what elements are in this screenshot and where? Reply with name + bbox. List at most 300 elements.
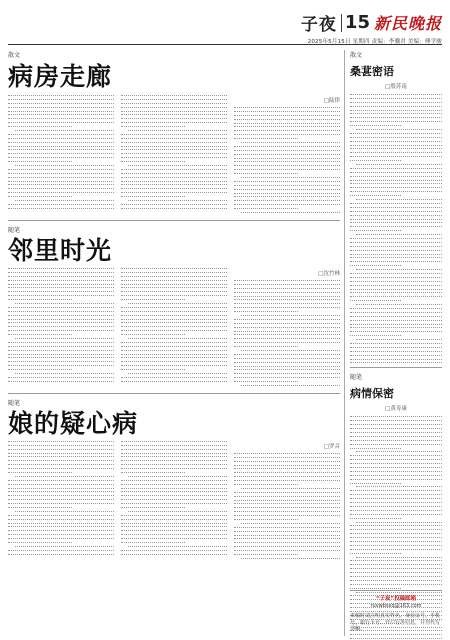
text-line <box>234 527 340 528</box>
text-line <box>234 461 340 462</box>
text-line <box>234 319 340 320</box>
text-line <box>234 366 340 367</box>
text-line <box>8 480 114 481</box>
text-line <box>350 498 442 499</box>
text-line <box>350 265 401 266</box>
text-line <box>350 638 442 639</box>
text-line <box>128 130 227 131</box>
text-line <box>234 492 340 493</box>
text-line <box>8 99 114 100</box>
text-line <box>234 165 340 166</box>
masthead <box>8 6 442 44</box>
text-line <box>121 365 227 366</box>
text-line <box>121 499 227 500</box>
text-line <box>8 507 72 508</box>
text-line <box>234 111 340 112</box>
text-line <box>234 296 340 297</box>
text-line <box>121 118 227 119</box>
text-line <box>15 476 114 477</box>
text-line <box>234 299 340 300</box>
text-line <box>234 138 298 139</box>
text-line <box>350 312 442 313</box>
text-line <box>234 507 340 508</box>
text-line <box>350 257 442 258</box>
text-line <box>234 115 340 116</box>
text-line <box>350 506 442 507</box>
text-line <box>121 204 227 205</box>
text-line <box>121 177 227 178</box>
text-line <box>241 315 340 316</box>
text-line <box>350 475 442 476</box>
article-2-byline: □沈竹林 <box>318 270 340 277</box>
text-line <box>241 350 340 351</box>
text-line <box>121 542 185 543</box>
text-line <box>356 451 442 452</box>
text-line <box>350 110 442 111</box>
text-line <box>234 542 340 543</box>
text-line <box>350 238 442 239</box>
text-line <box>8 453 114 454</box>
text-line <box>234 150 340 151</box>
text-line <box>350 320 442 321</box>
text-line <box>8 499 114 500</box>
text-line <box>350 545 442 546</box>
text-line <box>121 184 227 185</box>
text-line <box>350 351 442 352</box>
text-line <box>350 490 442 491</box>
text-line <box>121 295 227 296</box>
text-line <box>234 169 340 170</box>
text-line <box>234 472 340 473</box>
text-line <box>8 188 114 189</box>
text-line <box>8 161 72 162</box>
text-line <box>121 138 227 139</box>
text-line <box>8 157 114 158</box>
text-line <box>15 511 114 512</box>
text-line <box>350 254 442 255</box>
text-line <box>350 467 442 468</box>
text-line <box>356 522 442 523</box>
text-line <box>350 226 442 227</box>
text-line <box>350 106 442 107</box>
text-line <box>8 291 114 292</box>
text-line <box>350 564 442 565</box>
text-line <box>121 268 227 269</box>
text-line <box>350 459 442 460</box>
article-3 <box>8 398 340 562</box>
text-line <box>121 519 227 520</box>
text-line <box>121 342 227 343</box>
text-line <box>8 153 114 154</box>
text-line <box>121 526 227 527</box>
text-line <box>356 199 442 200</box>
text-line <box>241 385 340 386</box>
text-line <box>121 107 227 108</box>
text-line <box>234 480 340 481</box>
text-line <box>350 576 442 577</box>
text-line <box>234 535 340 536</box>
text-line <box>350 156 442 157</box>
text-line <box>350 455 442 456</box>
text-line <box>8 369 72 370</box>
right-story-1 <box>350 50 442 363</box>
text-line <box>8 350 114 351</box>
text-line <box>8 319 114 320</box>
text-line <box>350 172 442 173</box>
text-line <box>356 339 442 340</box>
text-line <box>8 468 114 469</box>
text-line <box>8 534 114 535</box>
text-line <box>350 514 442 515</box>
text-line <box>121 357 227 358</box>
text-line <box>350 300 401 301</box>
text-line <box>356 234 442 235</box>
text-line <box>8 103 114 104</box>
text-line <box>350 102 442 103</box>
text-line <box>128 303 227 304</box>
text-line <box>234 119 340 120</box>
text-line <box>234 107 340 108</box>
text-line <box>121 441 227 442</box>
text-line <box>121 523 227 524</box>
text-line <box>350 183 442 184</box>
text-line <box>350 355 442 356</box>
text-line <box>234 334 340 335</box>
text-line <box>241 488 340 489</box>
text-line <box>121 114 227 115</box>
text-line <box>8 196 72 197</box>
article-1-title: 病房走廊 <box>8 62 113 91</box>
text-line <box>350 416 442 417</box>
text-line <box>234 146 340 147</box>
text-line <box>8 169 114 170</box>
text-line <box>234 538 340 539</box>
text-line <box>121 484 227 485</box>
text-line <box>350 292 442 293</box>
text-line <box>8 445 114 446</box>
text-line <box>121 291 227 292</box>
text-line <box>8 346 114 347</box>
text-line <box>350 584 442 585</box>
text-line <box>121 319 227 320</box>
text-line <box>8 361 114 362</box>
text-line <box>8 118 114 119</box>
text-line <box>121 315 227 316</box>
text-line <box>350 588 401 589</box>
text-line <box>121 530 227 531</box>
text-line <box>350 436 442 437</box>
text-line <box>234 453 340 454</box>
text-line <box>121 126 185 127</box>
text-line <box>121 173 227 174</box>
masthead-info <box>301 10 442 45</box>
text-line <box>234 204 340 205</box>
text-line <box>121 491 227 492</box>
article-3-kicker: 随笔 <box>8 399 21 407</box>
text-line <box>234 280 340 281</box>
text-line <box>128 546 227 547</box>
edition-meta: 2025年5月15日 星期四 责编：李骥君 美编：傅学骏 <box>307 39 442 45</box>
text-line <box>350 273 442 274</box>
text-line <box>234 123 340 124</box>
text-line <box>121 169 227 170</box>
article-3-body <box>8 441 340 562</box>
article-3-byline: □罗音 <box>323 443 340 450</box>
text-line <box>121 276 227 277</box>
text-line <box>234 323 340 324</box>
text-line <box>234 496 340 497</box>
text-line <box>128 511 227 512</box>
text-line <box>121 377 227 378</box>
text-line <box>350 211 442 212</box>
article-2-body <box>8 268 340 389</box>
divider <box>8 393 340 394</box>
text-line <box>350 479 442 480</box>
section-name: 子夜 <box>300 15 337 35</box>
text-line <box>8 307 114 308</box>
text-line <box>8 449 114 450</box>
text-line <box>234 158 340 159</box>
text-line <box>350 428 442 429</box>
text-line <box>121 538 227 539</box>
text-line <box>8 192 114 193</box>
text-line <box>121 99 227 100</box>
text-line <box>8 357 114 358</box>
text-line <box>8 299 72 300</box>
text-line <box>234 546 340 547</box>
text-line <box>350 195 401 196</box>
text-line <box>8 491 114 492</box>
text-line <box>350 560 442 561</box>
text-line <box>8 126 72 127</box>
text-line <box>121 181 227 182</box>
text-line <box>350 98 442 99</box>
text-line <box>350 316 442 317</box>
text-line <box>121 472 185 473</box>
text-line <box>350 168 442 169</box>
text-line <box>15 200 114 201</box>
text-line <box>234 154 340 155</box>
submission-email[interactable]: ruvwbsxq@163.com <box>370 603 422 609</box>
text-line <box>350 176 442 177</box>
text-line <box>8 515 114 516</box>
text-line <box>234 292 340 293</box>
text-line <box>350 533 442 534</box>
text-line <box>350 215 442 216</box>
text-line <box>350 94 442 95</box>
text-line <box>234 476 340 477</box>
text-line <box>8 377 114 378</box>
submission-box <box>350 590 442 634</box>
text-line <box>350 568 442 569</box>
text-line <box>8 268 114 269</box>
text-line <box>8 114 114 115</box>
text-line <box>121 287 227 288</box>
text-line <box>350 420 442 421</box>
text-line <box>121 188 227 189</box>
text-line <box>241 142 340 143</box>
article-2-title: 邻里时光 <box>8 235 113 265</box>
text-line <box>8 181 114 182</box>
text-line <box>350 145 442 146</box>
text-line <box>8 554 114 555</box>
text-line <box>8 334 72 335</box>
text-line <box>350 261 442 262</box>
text-line <box>350 331 442 332</box>
text-line <box>356 129 442 130</box>
text-line <box>234 373 340 374</box>
text-line <box>8 95 114 96</box>
text-line <box>350 246 442 247</box>
text-line <box>121 326 227 327</box>
text-line <box>350 463 442 464</box>
text-line <box>121 550 227 551</box>
text-line <box>15 373 114 374</box>
text-line <box>350 281 442 282</box>
text-line <box>8 315 114 316</box>
text-line <box>121 149 227 150</box>
text-line <box>8 146 114 147</box>
text-line <box>121 284 227 285</box>
text-line <box>8 111 114 112</box>
text-line <box>121 354 227 355</box>
text-line <box>234 550 340 551</box>
article-1-body <box>8 95 340 216</box>
text-line <box>350 634 442 635</box>
text-line <box>234 189 340 190</box>
text-line <box>121 299 185 300</box>
text-line <box>350 277 442 278</box>
text-line <box>121 488 227 489</box>
text-line <box>350 121 442 122</box>
text-line <box>8 495 114 496</box>
text-line <box>121 280 227 281</box>
text-line <box>350 296 442 297</box>
text-line <box>8 204 114 205</box>
text-line <box>121 311 227 312</box>
text-line <box>234 354 340 355</box>
text-line <box>8 530 114 531</box>
text-line <box>350 518 401 519</box>
text-line <box>121 334 185 335</box>
text-line <box>234 338 340 339</box>
submission-title: “子夜”投稿邮箱 <box>375 596 417 602</box>
article-2-kicker: 随笔 <box>8 226 21 234</box>
text-line <box>234 288 340 289</box>
text-line <box>8 280 114 281</box>
text-line <box>234 303 340 304</box>
text-line <box>8 322 114 323</box>
text-line <box>121 196 185 197</box>
text-line <box>350 160 401 161</box>
text-line <box>350 207 442 208</box>
text-line <box>350 541 442 542</box>
text-line <box>121 322 227 323</box>
text-line <box>350 444 442 445</box>
text-line <box>241 177 340 178</box>
page-number: 15 <box>341 14 370 32</box>
text-line <box>121 272 227 273</box>
text-line <box>8 523 114 524</box>
text-line <box>356 557 442 558</box>
text-line <box>350 362 442 363</box>
text-line <box>350 359 442 360</box>
text-line <box>350 219 442 220</box>
text-line <box>234 362 340 363</box>
text-line <box>128 200 227 201</box>
text-line <box>234 554 298 555</box>
text-line <box>350 285 442 286</box>
text-line <box>8 134 114 135</box>
right-story-1-title: 桑葚密语 <box>350 65 394 78</box>
text-line <box>356 304 442 305</box>
text-line <box>121 449 227 450</box>
text-line <box>350 537 442 538</box>
right-story-2-author: □黄寿康 <box>385 406 407 413</box>
text-line <box>234 465 340 466</box>
text-line <box>8 330 114 331</box>
text-line <box>121 95 227 96</box>
text-line <box>234 126 340 127</box>
text-line <box>350 483 401 484</box>
text-line <box>121 350 227 351</box>
text-line <box>234 519 298 520</box>
text-line <box>8 138 114 139</box>
text-line <box>350 117 442 118</box>
text-line <box>8 284 114 285</box>
text-line <box>234 196 340 197</box>
text-line <box>8 107 114 108</box>
text-line <box>8 272 114 273</box>
text-line <box>234 161 340 162</box>
text-line <box>8 526 114 527</box>
text-line <box>356 269 442 270</box>
text-line <box>234 358 340 359</box>
article-1-byline: □陆律 <box>323 98 340 104</box>
right-story-1-author: □殷苏南 <box>385 84 407 90</box>
text-line <box>8 365 114 366</box>
text-line <box>234 181 340 182</box>
text-line <box>234 208 298 209</box>
text-line <box>8 484 114 485</box>
text-line <box>128 373 227 374</box>
text-line <box>8 503 114 504</box>
right-column <box>350 50 442 636</box>
text-line <box>350 113 442 114</box>
text-line <box>234 193 340 194</box>
text-line <box>350 222 442 223</box>
text-line <box>234 468 340 469</box>
text-line <box>350 529 442 530</box>
text-line <box>350 152 442 153</box>
text-line <box>121 534 227 535</box>
text-line <box>8 149 114 150</box>
text-line <box>121 111 227 112</box>
text-line <box>121 369 185 370</box>
text-line <box>8 208 114 209</box>
text-line <box>8 276 114 277</box>
text-line <box>350 440 442 441</box>
text-line <box>234 515 340 516</box>
text-line <box>350 448 401 449</box>
text-line <box>350 335 401 336</box>
text-line <box>350 549 442 550</box>
text-line <box>8 142 114 143</box>
text-line <box>8 464 114 465</box>
article-2 <box>8 225 340 389</box>
text-line <box>8 538 114 539</box>
text-line <box>8 173 114 174</box>
